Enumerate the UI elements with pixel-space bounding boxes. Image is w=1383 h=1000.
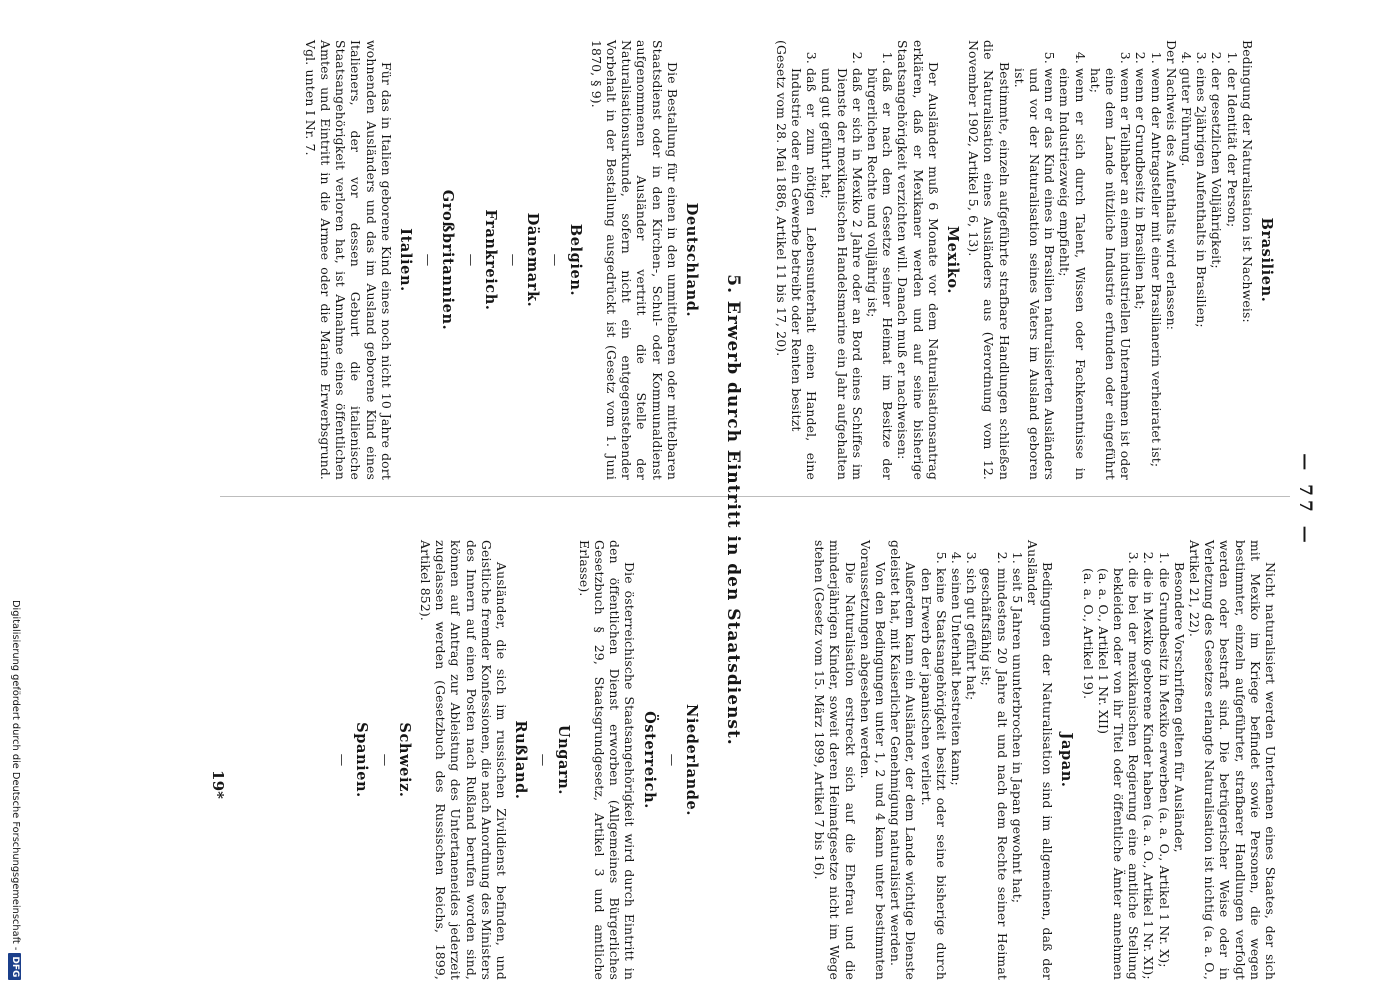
list-item: 5. keine Staatsangehörigkeit besitzt oder seine bisherige durch den Erwerb der japanischen verliert. — [918, 568, 948, 980]
heading-brasilien: Brasilien. — [1258, 217, 1275, 303]
mexiko-close: (Gesetz vom 28. Mai 1886, Artikel 11 bis 17, 20). — [773, 40, 789, 357]
heading-frankreich: Frankreich. — [481, 209, 499, 311]
oesterreich-text: Die österreichische Staatsangehörigkeit wird durch Eintritt in den öffentlichen Dienst erworben (Allgemeines Bürgerliches Gesetzbuch § 29, Staatsgrundgesetz, Artikel 3 und amtliche Erlasse). — [576, 540, 638, 980]
list-item: 3. wenn er Teilhaber an einem industriellen Unternehmen ist oder eine dem Lande nützliche Industrie erfunden oder eingeführt hat; — [1088, 68, 1134, 480]
list-item: 4. guter Führung. — [1179, 68, 1194, 480]
digitization-footer — [6, 600, 24, 990]
book-page — [210, 0, 1330, 1000]
empty-dash: — — [377, 753, 393, 767]
empty-dash: — — [421, 253, 437, 267]
empty-dash: — — [536, 753, 552, 767]
brasilien-requirements — [1179, 40, 1240, 480]
list-item: 2. wenn er Grundbesitz in Brasilien hat; — [1133, 68, 1148, 480]
empty-dash: — — [505, 253, 521, 267]
brasilien-exempt-intro: Der Nachweis des Aufenthalts wird erlassen: — [1163, 40, 1179, 331]
heading-schweiz: Schweiz. — [395, 722, 413, 798]
list-item: 5. wenn er das Kind eines in Brasilien naturalisierten Ausländers und vor der Naturalisation seines Vaters im Ausland geboren ist. — [1012, 68, 1058, 480]
footer-text: Digitalisierung gefördert durch die Deutsche Forschungsgemeinschaft - — [10, 600, 21, 951]
heading-mexiko: Mexiko. — [943, 225, 961, 295]
heading-spanien: Spanien. — [353, 722, 371, 798]
empty-dash: — — [664, 753, 680, 767]
heading-ungarn: Ungarn. — [554, 724, 572, 796]
list-item: 1. die Grundbesitz in Mexiko erwerben (a. a. O., Artikel 1 Nr. X); — [1156, 568, 1171, 980]
right-column-bottom — [327, 540, 705, 980]
special-intro: Besondere Vorschriften gelten für Ausländer, — [1171, 562, 1187, 853]
list-item: 2. die in Mexiko geborene Kinder haben (a. a. O., Artikel 1 Nr. XI); — [1141, 568, 1156, 980]
heading-daenemark: Dänemark. — [524, 212, 542, 308]
mexiko-requirements — [789, 40, 895, 480]
deutschland-text: Die Bestallung für einen in den unmittelbaren oder mittelbaren Staatsdienst oder in den Kirchen-, Schul- oder Kommunaldienst aufgenommenen Ausländer vertritt die Stelle der Naturalisationsurkunde, sofern nicht ein entgegenstehender Vorbehalt in der Bestallung ausgedrückt ist (Gesetz vom 1. Juni 1870, § 9). — [588, 40, 680, 480]
list-item: 3. eines 2jährigen Aufenthalts in Brasilien; — [1194, 68, 1209, 480]
mexiko-continued: Nicht naturalisiert werden Untertanen eines Staates, der sich mit Mexiko im Kriege befindet sowie Personen, die wegen bestimmter, einzeln aufgeführter, strafbarer Handlungen verfolgt werden oder bestraft sind. Die betrügerischer Weise oder in Verletzung des Gesetzes erlangte Naturalisation ist nichtig (a. a. O., Artikel 21, 22). — [1186, 540, 1278, 980]
column-divider — [220, 496, 1290, 497]
italien-text: Für das in Italien geborene Kind eines noch nicht 10 Jahre dort wohnenden Ausländers und das im Ausland geborene Kind eines Italieners, der vor dessen Geburt die italienische Staatsangehörigkeit verloren hat, ist Annahme eines öffentlichen Amtes und Eintritt in die Armee oder die Marine Erwerbsgrund. Vgl. unten I Nr. 7. — [302, 40, 394, 480]
list-item: 1. wenn der Antragsteller mit einer Brasilianerin verheiratet ist; — [1148, 68, 1163, 480]
special-close: (a. a. O., Artikel 19). — [1080, 568, 1096, 700]
list-item: 2. daß er sich in Mexiko 2 Jahre oder an Bord eines Schiffes im Dienste der mexikanischen Handelsmarine ein Jahr aufgehalten und gut geführt hat; — [819, 68, 865, 480]
brasilien-intro: Bedingung der Naturalisation ist Nachweis: — [1239, 40, 1255, 323]
heading-japan: Japan. — [1058, 732, 1076, 788]
heading-grossbritannien: Großbritannien. — [439, 189, 457, 331]
list-item: 1. seit 5 Jahren ununterbrochen in Japan gewohnt hat; — [1010, 568, 1025, 980]
list-item: 2. der gesetzlichen Volljährigkeit; — [1209, 68, 1224, 480]
list-item: 4. wenn er sich durch Talent, Wissen oder Fachkenntnisse in einem Industriezweig empfiehlt; — [1057, 68, 1087, 480]
page-number: — 77 — — [1295, 453, 1315, 547]
brasilien-exemptions — [1012, 40, 1164, 480]
empty-dash: — — [548, 253, 564, 267]
empty-dash: — — [463, 253, 479, 267]
list-item: 3. sich gut geführt hat; — [964, 568, 979, 980]
heading-oesterreich: Österreich. — [640, 711, 658, 809]
russland-text: Ausländer, die sich im russischen Zivildienst befinden, und Geistliche fremder Konfessionen, die nach Anordnung des Ministers des Innern auf einen Posten nach Rußland berufen worden sind, können auf Antrag zur Ableistung des Untertaneneides jederzeit zugelassen werden (Gesetzbuch des Russischen Reichs, 1899, Artikel 852). — [417, 540, 509, 980]
dfg-logo: DFG — [8, 953, 21, 980]
empty-dash: — — [335, 753, 351, 767]
heading-belgien: Belgien. — [566, 223, 584, 297]
japan-paragraph: Außerdem kann ein Ausländer, der dem Lande wichtige Dienste geleistet hat, mit Kaiserlicher Genehmigung naturalisiert werden. — [888, 540, 919, 980]
heading-deutschland: Deutschland. — [683, 202, 700, 318]
signature-mark: 19* — [209, 770, 227, 800]
heading-niederlande: Niederlande. — [683, 703, 700, 817]
list-item: 4. seinen Unterhalt bestreiten kann; — [949, 568, 964, 980]
japan-paragraph: Von den Bedingungen unter 1, 2 und 4 kann unter bestimmten Voraussetzungen abgesehen werden. — [857, 540, 888, 980]
left-column-bottom — [303, 40, 705, 480]
japan-paragraph: Die Naturalisation erstreckt sich auf die Ehefrau und die minderjährigen Kinder, soweit deren Heimatgesetze nicht im Wege stehen (Gesetz vom 15. März 1899, Artikel 7 bis 16). — [812, 540, 858, 980]
list-item: 2. mindestens 20 Jahre alt und nach dem Rechte seiner Heimat geschäftsfähig ist; — [979, 568, 1009, 980]
list-item: 3. die bei der mexikanischen Regierung eine amtliche Stellung bekleiden oder von ihr Titel oder öffentliche Ämter annehmen (a. a. O., Artikel 1 Nr. XII) — [1096, 568, 1142, 980]
brasilien-close: Bestimmte, einzeln aufgeführte strafbare Handlungen schließen die Naturalisation eines Ausländers aus (Verordnung vom 12. November 1902, Artikel 5, 6, 13). — [966, 40, 1012, 480]
list-item: 1. daß er nach dem Gesetze seiner Heimat im Besitze der bürgerlichen Rechte und volljährig ist; — [865, 68, 895, 480]
heading-italien: Italien. — [396, 228, 414, 292]
japan-requirements — [918, 540, 1024, 980]
section-title: 5. Erwerb durch Eintritt in den Staatsdienst. — [723, 274, 743, 746]
special-list — [1096, 540, 1172, 980]
mexiko-intro: Der Ausländer muß 6 Monate vor dem Naturalisationsantrag erklären, daß er Mexikaner werden und auf seine bisherige Staatsangehörigkeit verzichten will. Danach muß er nachweisen: — [895, 40, 941, 480]
japan-intro: Bedingungen der Naturalisation sind im allgemeinen, daß der Ausländer — [1024, 540, 1056, 980]
list-item: 3. daß er zum nötigen Lebensunterhalt einen Handel, eine Industrie oder ein Gewerbe betreibt oder Renten besitzt — [789, 68, 819, 480]
left-column-top — [774, 40, 1281, 480]
right-column-top — [812, 540, 1278, 980]
heading-russland: Rußland. — [512, 720, 530, 800]
list-item: 1. der Identität der Person; — [1224, 68, 1239, 480]
